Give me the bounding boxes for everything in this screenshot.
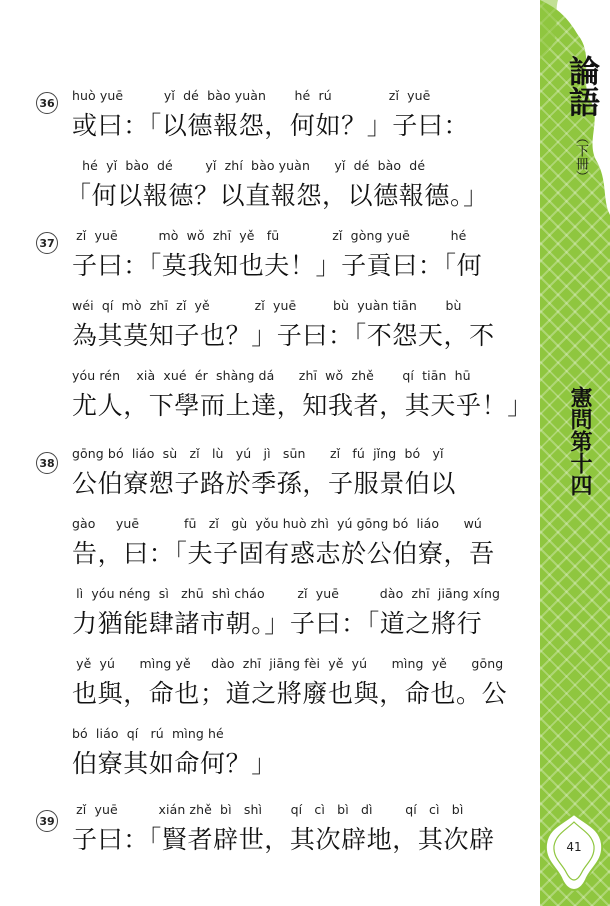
pinyin-annotation: zǐ yuē xián zhě bì shì qí cì bì dì qí cì bì	[72, 802, 464, 817]
chinese-text: 伯寮其如命何？」	[72, 749, 277, 778]
page-number: 41	[566, 840, 582, 854]
chinese-text: 子曰：「賢者辟世，其次辟地，其次辟	[72, 825, 495, 854]
pinyin-annotation: gōng bó liáo sù zǐ lù yú jì sūn zǐ fú jǐng bó yǐ	[72, 446, 444, 461]
side-band	[540, 0, 610, 906]
pinyin-annotation: wéi qí mò zhī zǐ yě zǐ yuē bù yuàn tiān bù	[72, 298, 462, 313]
entry-number: 39	[36, 810, 58, 832]
chapter-title: 憲問第十四	[567, 386, 593, 496]
text-line	[72, 802, 512, 892]
chinese-text: 力猶能肆諸市朝。」子曰：「道之將行	[72, 609, 483, 638]
pinyin-annotation: zǐ yuē mò wǒ zhī yě fū zǐ gòng yuē hé	[72, 228, 467, 243]
chinese-text: 告，曰：「夫子固有惑志於公伯寮，吾	[72, 539, 495, 568]
pinyin-annotation: gào yuē fū zǐ gù yǒu huò zhì yú gōng bó liáo wú	[72, 516, 482, 531]
book-title: 論語	[563, 55, 599, 117]
entry-number: 37	[36, 232, 58, 254]
chinese-text: 公伯寮愬子路於季孫，子服景伯以	[72, 469, 457, 498]
chinese-text: 尤人，下學而上達，知我者，其天乎！」	[72, 391, 533, 420]
chinese-text: 或曰：「以德報怨，何如？」子曰：	[72, 111, 470, 140]
pinyin-annotation: huò yuē yǐ dé bào yuàn hé rú zǐ yuē	[72, 88, 431, 103]
chinese-text: 子曰：「莫我知也夫！」子貢曰：「何	[72, 251, 483, 280]
entry-number: 36	[36, 92, 58, 114]
text-line	[72, 368, 533, 458]
chinese-text: 也與，命也；道之將廢也與，命也。公	[72, 679, 508, 708]
pinyin-annotation: yóu rén xià xué ér shàng dá zhī wǒ zhě qí tiān hū	[72, 368, 471, 383]
chinese-text: 為其莫知子也？」子曰：「不怨天，不	[72, 321, 495, 350]
pinyin-annotation: yě yú mìng yě dào zhī jiāng fèi yě yú mìng yě gōng	[72, 656, 504, 671]
page-badge	[542, 810, 606, 892]
pinyin-annotation: hé yǐ bào dé yǐ zhí bào yuàn yǐ dé bào dé	[74, 158, 426, 173]
entry-number: 38	[36, 452, 58, 474]
volume-label: （下冊）	[573, 131, 588, 183]
pinyin-annotation: bó liáo qí rú mìng hé	[72, 726, 224, 741]
pinyin-annotation: lì yóu néng sì zhū shì cháo zǐ yuē dào zhī jiāng xíng	[72, 586, 501, 601]
chinese-text: 「何以報德？以直報怨，以德報德。」	[66, 181, 489, 210]
